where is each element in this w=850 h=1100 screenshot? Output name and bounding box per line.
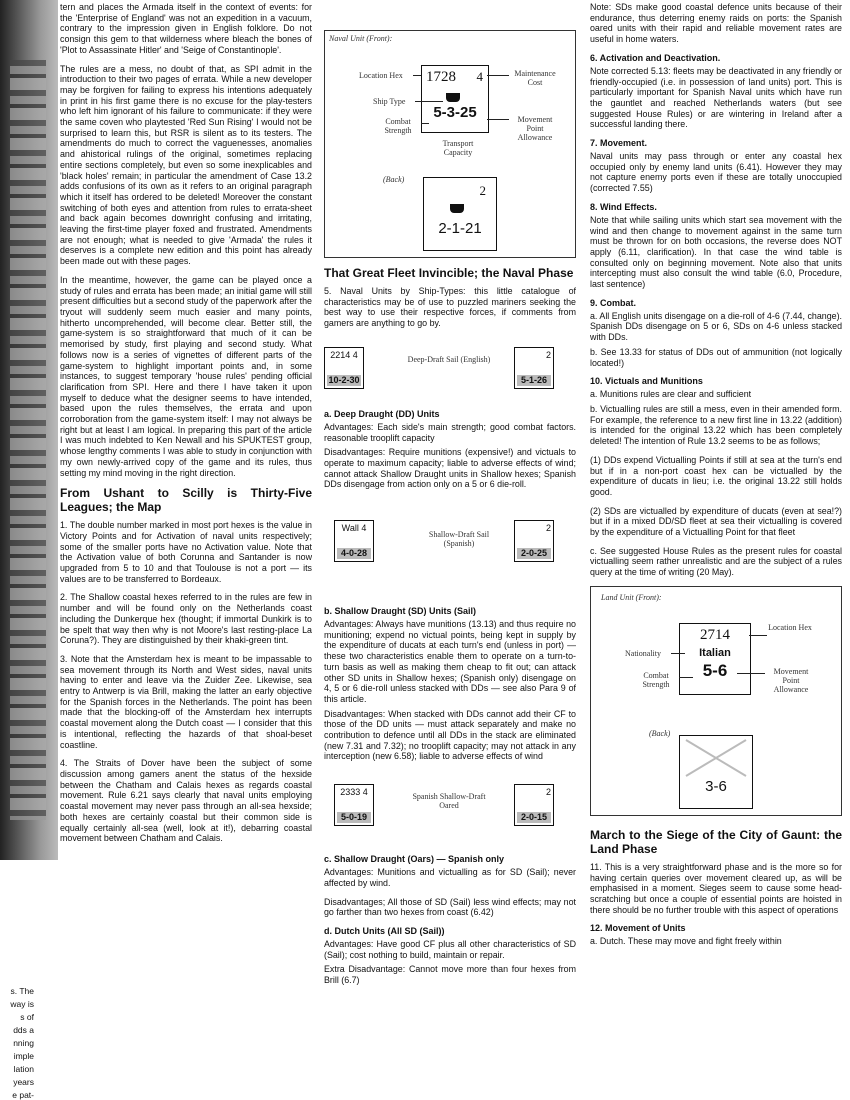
section-heading-map: From Ushant to Scilly is Thirty-Five Leagues; the Map — [60, 486, 312, 515]
paragraph: The rules are a mess, no doubt of that, as SPI admit in the introduction to their two pages of errata. While a new developer may be forgiven for failing to express his intentions adequately in print in his first game there is no excuse for the play-testers who left him ignorant of his failure to communicate: if they were the same coven who playtested 'Red Sun Rising' I would not be surprised to learn this, but RSR is silent as to its testers. The amendments do much to correct the vaguenesses, anomalies and ahistorical rulings of the original, sometimes replacing entire sections completely, but even so some inexplicables and 'black holes' remain; in particular the amendment of Case 13.2 adds confusions of its own as it refers to an original paragraph which it itself has ordered to be deleted! Moreover the constant switching of both eyes and attention from rules to errata-sheet and back again becomes downright confusing and irritating, leaving the first-time player foxed and frustrated. Amendments are not enough; what is needed to give 'Armada' the rules it deserves is a complete new edition and this point has already been made out with these pages. — [60, 63, 312, 267]
pointer-arrow — [487, 119, 509, 120]
subheading: 6. Activation and Deactivation. — [590, 52, 721, 63]
cut-line: nning — [13, 1038, 34, 1048]
pointer-arrow — [413, 75, 421, 76]
paragraph: Extra Disadvantage: Cannot move more than four hexes from Brill (6.7) — [324, 964, 576, 986]
paragraph: Advantages: Munitions and victualling as for SD (Sail); never affected by wind. — [324, 867, 576, 888]
naval-unit-figure — [324, 30, 576, 258]
counter-top: 2214 4 — [330, 349, 358, 360]
cut-line: s. The — [10, 986, 34, 996]
paragraph: a. All English units disengage on a die-roll of 4-6 (7.44, change). Spanish DDs disengage on 5 or 6, SDs on 4-6 unless stacked with DDs. — [590, 310, 842, 343]
back-label: (Back) — [649, 728, 671, 738]
counter-caption: Shallow-Draft Sail (Spanish) — [428, 530, 490, 549]
column-left — [60, 2, 312, 852]
pointer-arrow — [737, 673, 765, 674]
ship-icon — [450, 204, 464, 216]
example-deep-draft — [324, 341, 576, 403]
paragraph: Note that while sailing units which start sea movement with the wind and then change to movement against in the same turn must be thrown for on both occasions, the reverse does NOT apply (6.11, clarification). In that case the wind table is consulted only on beginning movement. Note also that units intercepting must also consult the wind table (6.0, Procedure, last sentence) — [590, 214, 842, 290]
counter-bottom: 10-2-30 — [328, 375, 360, 386]
label-location-hex: Location Hex — [768, 622, 812, 632]
paragraph: Disadvantages: When stacked with DDs cannot add their CF to those of the DD units — must attack separately and make no contribution to defence until all DDs in the stack are eliminated (new 7.31 and 7.32); no trooplift capacity; may not attack in any interception (new 6.58); liable to adverse effects of wind — [324, 708, 576, 762]
counter-caption: Deep-Draft Sail (English) — [407, 354, 491, 364]
label-location-hex: Location Hex — [359, 71, 403, 80]
cut-line: s of — [20, 1012, 34, 1022]
subheading: c. Shallow Draught (Oars) — Spanish only — [324, 854, 505, 865]
paragraph: 1. The double number marked in most port hexes is the value in Victory Points and for Activation of naval units respectively; some of the smaller ports have no Activation value. Note that the Activation value of both Corunna and Santander is now upgraded from 5 to 10 and that Toulouse is not a port — its values are to be transferred to Bordeaux. — [60, 520, 312, 584]
counter-bottom: 5-0-19 — [337, 812, 371, 823]
naval-counter-back — [423, 177, 497, 251]
pointer-arrow — [749, 635, 767, 636]
counter-top: 2 — [545, 787, 551, 798]
column-middle — [324, 0, 576, 994]
counter-top: 2 — [545, 523, 551, 534]
cross-mark-icon — [680, 736, 752, 780]
label-combat-strength: Combat Strength — [384, 117, 412, 135]
cut-line: imple — [13, 1051, 34, 1061]
pointer-arrow — [487, 75, 509, 76]
subheading: 8. Wind Effects. — [590, 201, 657, 212]
label-ship-type: Ship Type — [373, 97, 406, 106]
counter-caption: Spanish Shallow-Draft Oared — [412, 792, 486, 811]
ship-rigging-image — [10, 60, 46, 820]
counter-left — [324, 347, 364, 389]
counter-bottom: 2-0-25 — [517, 548, 551, 559]
paragraph: tern and places the Armada itself in the context of events: for the 'Enterprise of England' was not an expedition in a vacuum, contrary to the impression given in English folklore. Do not consign this gem to that wilderness where bleach the bones of 'Plot to Assassinate Hitler' and 'Seige of Constantinople'. — [60, 2, 312, 55]
counter-left — [334, 520, 374, 562]
label-combat-strength: Combat Strength — [642, 670, 670, 689]
paragraph: c. See suggested House Rules as the present rules for coastal victualling seem rather unrealistic and are the subject of a rules query at the time of writing (20 May). — [590, 545, 842, 578]
label-movement-allowance: Movement Point Allowance — [773, 666, 809, 694]
pointer-arrow — [415, 101, 443, 102]
location-hex-number: 1728 — [426, 69, 456, 85]
column-right — [590, 2, 842, 955]
paragraph: Advantages: Each side's main strength; good combat factors. reasonable trooplift capacity — [324, 421, 576, 443]
paragraph: b. See 13.33 for status of DDs out of ammunition (not logically located!) — [590, 346, 842, 368]
cut-line: dds a — [13, 1025, 34, 1035]
paragraph: 5. Naval Units by Ship-Types: this little catalogue of characteristics may be of use to puzzled mariners seeking the best way to use their respective forces, if comments from gamers are anything to go by. — [324, 286, 576, 329]
paragraph: Note: SDs make good coastal defence units because of their endurance, thus deterring enemy raids on ports: the Spanish oared units with their rapid and reliable movement rates are useful in home waters. — [590, 2, 842, 45]
paragraph: a. Munitions rules are clear and sufficient — [590, 389, 752, 400]
paragraph: (2) SDs are victualled by expenditure of ducats (even at sea!?) but if in a mixed DD/SD fleet at sea their victualling is covered by the expenditure of a Victualling Point for that fleet — [590, 505, 842, 538]
counter-right — [514, 520, 554, 562]
back-strength: 2-1-21 — [438, 220, 482, 237]
paragraph: 2. The Shallow coastal hexes referred to in the rules are few in number and will be found only on the Netherlands coast including the Dunkerque hex (thought; if immortal Dunkirk is to be spelt that way then why is not Moore's last resting-place La Coruna?). They are distinguished by their khaki-green tint. — [60, 592, 312, 646]
counter-top: 2 — [545, 349, 551, 360]
pointer-arrow — [679, 677, 693, 678]
ship-photo-strip — [0, 0, 58, 1100]
counter-right — [514, 347, 554, 389]
paragraph: (1) DDs expend Victualling Points if still at sea at the turn's end but if in a non-port coast hex can be victualled by the expenditure of ducats in lieu; i.e. the original 13.22 still holds good. — [590, 454, 842, 497]
paragraph: b. Victualling rules are still a mess, even in their amended form. For example, the reference to a new first line in 13.22 (addition) is intended for the original 13.22 which has been completely deleted! The intention of Rule 13.2 seems to be as follows; — [590, 403, 842, 447]
paragraph: Advantages: Always have munitions (13.13) and thus require no munitioning; expend no victual points, being kept in supply by the expenditure of ducats at each turn's end (unless in port) — these two characteristics enable them to operate on a turn-to-turn basis as well as making them cheap to fit out; can attack other SD units in Shallow hexes; (Spanish only) disengage on 4, 5 or 6 die-roll unless stacked with DDs — see also Para 9 of this article. — [324, 619, 576, 704]
subheading: 12. Movement of Units — [590, 923, 686, 934]
land-unit-figure — [590, 586, 842, 816]
counter-left — [334, 784, 374, 826]
label-movement-allowance: Movement Point Allowance — [517, 115, 553, 142]
cut-line: lation — [13, 1064, 34, 1074]
paragraph: Disadvantages; All those of SD (Sail) less wind effects; may not go farther than two hexes from coast (6.42) — [324, 896, 576, 918]
ship-icon — [446, 93, 460, 105]
paragraph: 4. The Straits of Dover have been the subject of some discussion among gamers anent the status of the hexside between the Chatham and Calais hexes as regards coastal movement. Rule 6.21 says clearly that naval units employing coastal movement may never pass through an all-sea hexside; both hexes are certainly coastal but their common side is equally certainly all-sea (well, look at it!), debarring coastal movement between Chatham and Calais. — [60, 758, 312, 844]
back-strength: 3-6 — [705, 777, 727, 795]
figure-title: Naval Unit (Front): — [329, 34, 393, 43]
cut-line: years — [13, 1077, 34, 1087]
counter-right — [514, 784, 554, 826]
unit-strength: 5-3-25 — [433, 104, 477, 121]
counter-top: Wall 4 — [341, 523, 367, 534]
paragraph: Advantages: Have good CF plus all other characteristics of SD (Sail); cost nothing to build, maintain or repair. — [324, 938, 576, 960]
paragraph: In the meantime, however, the game can be played once a study of rules and errata has been made; an initial game will still present difficulties but a second study of the paperwork after the tryout will suddenly seem much easier and many points, hitherto uncomprehended, will become clear. Better still, the game-system is so straightforward that much of it can be memorised by study, first playing and second study. What follows now is a series of vignettes of different parts of the game-system to highlight important points and, in some instances, to suggest temporary 'house rules' pending official clarification from SPI. Here and there I have taken it upon myself to deduce what the designer seems to have intended, based upon the rules themselves, the errata and upon corroboration from the game-system itself: I may not always be right but at least I am logical. In preparing this part of the article I was much indebted to Ken Newall and his SPUKTEST group, whose lengthy comments I was able to study in conjunction with my own newly-arrived copy of the game and its rules, thus setting my mind moving in the right direction. — [60, 274, 312, 478]
section-heading-naval: That Great Fleet Invincible; the Naval Phase — [324, 266, 574, 280]
subheading: 7. Movement. — [590, 138, 648, 149]
section-heading-land: March to the Siege of the City of Gaunt: the Land Phase — [590, 827, 842, 856]
counter-bottom: 5-1-26 — [517, 375, 551, 386]
pointer-arrow — [421, 123, 429, 124]
cut-line: way is — [10, 999, 34, 1009]
unit-strength: 5-6 — [702, 660, 728, 680]
label-transport-capacity: Transport Capacity — [442, 139, 474, 157]
paragraph: Naval units may pass through or enter any coastal hex occupied only by enemy land units (6.41). However they may not capture enemy ports even if these are totally unoccupied (corrected 7.55) — [590, 151, 842, 194]
naval-counter-front — [421, 65, 489, 133]
figure-title: Land Unit (Front): — [601, 592, 662, 602]
paragraph: Note corrected 5.13: fleets may be deactivated in any friendly or friendly-occupied (i.e. in possession of land units) port. This is particularly important for Spanish Naval units which have run the gauntlet and reached Netherlands waters (but see suggested House Rules) or are wintering in Ireland after a successful landing there. — [590, 65, 842, 130]
counter-bottom: 2-0-15 — [517, 812, 551, 823]
cut-off-text — [0, 985, 34, 1100]
subheading: b. Shallow Draught (SD) Units (Sail) — [324, 606, 477, 617]
label-maintenance-cost: Maintenance Cost — [514, 69, 556, 87]
location-hex-number: 2714 — [700, 626, 730, 643]
subheading: 9. Combat. — [590, 297, 637, 308]
counter-top: 2333 4 — [340, 787, 368, 798]
subheading: 10. Victuals and Munitions — [590, 376, 703, 387]
paragraph: a. Dutch. These may move and fight freely within — [590, 936, 782, 947]
land-counter-back — [679, 735, 753, 809]
paragraph: Disadvantages: Require munitions (expensive!) and victuals to operate to maximum capacity; liable to adverse effects of wind; cannot attack Shallow Draught units in Shallow hexes; Spanish DDs disengage from action only on a 5 or 6 die-roll. — [324, 447, 576, 490]
back-cost: 2 — [479, 183, 486, 198]
cut-line: e pat- — [12, 1090, 34, 1100]
label-nationality: Nationality — [625, 648, 661, 658]
subheading: a. Deep Draught (DD) Units — [324, 408, 440, 419]
pointer-arrow — [671, 653, 685, 654]
paragraph: 3. Note that the Amsterdam hex is meant to be impassable to sea movement through its North and West sides, naval units having to enter and leave via the Zuider Zee. Likewise, sea entry to Antwerp is via Brill, making the latter an early objective for the Spanish forces in the Netherlands. The point has been made that the blocking-off of the Amsterdam hex interrupts coastal movement along the Dutch coast — I consider that this is intentional, reflecting the hazards of that shoal-beset coastline. — [60, 653, 312, 750]
maintenance-cost: 4 — [476, 69, 483, 84]
nationality-text: Italian — [699, 646, 731, 659]
example-shallow-oared — [324, 776, 576, 848]
subheading: d. Dutch Units (All SD (Sail)) — [324, 925, 445, 936]
counter-bottom: 4-0-28 — [337, 548, 371, 559]
paragraph: 11. This is a very straightforward phase and is the more so for having certain queries over movement cleared up, as will be emphasised in a moment. Sieges seem to cause some head-scratching but once a couple of essential points are hoisted in there should be no further trouble with this aspect of operations — [590, 861, 842, 915]
land-counter-front — [679, 623, 751, 695]
back-label: (Back) — [383, 175, 405, 184]
example-shallow-sail — [324, 510, 576, 600]
